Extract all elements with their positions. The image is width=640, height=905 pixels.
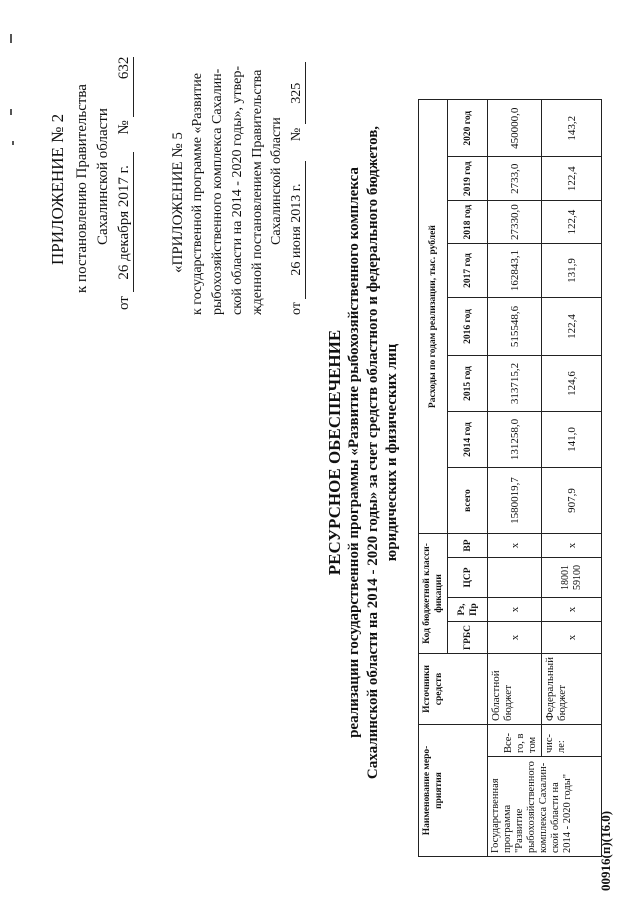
scan-mark: [10, 109, 12, 115]
header-row-1: [419, 100, 448, 857]
heading-line2: реализации государственной программы «Развитие рыбохозяйственного комплекса: [346, 167, 362, 738]
heading-line3: Сахалинской области на 2014 - 2020 годы» за счет средств областного и федерального бюджетов,: [365, 125, 381, 780]
appendix-no-label: №: [116, 120, 132, 135]
appendix-line1: к постановлению Правительства: [74, 84, 90, 293]
appendix5-line4: жденной постановлением Правительства: [250, 69, 265, 315]
year-value-cell: 131258,0: [488, 412, 542, 468]
csr-cell: [488, 558, 542, 598]
appendix5-from: от: [289, 302, 304, 315]
col-year-header: 2018 год: [448, 201, 488, 244]
col-total-header: всего: [448, 468, 488, 534]
year-value-cell: 162843,1: [488, 244, 542, 298]
appendix-from: от: [116, 296, 132, 310]
source-cell: Федеральный бюджет: [542, 653, 602, 724]
year-value-cell: 131,9: [542, 244, 602, 298]
year-value-cell: 141,0: [542, 412, 602, 468]
total-cell: 907,9: [542, 468, 602, 534]
appendix-date-line: [116, 40, 134, 310]
appendix5-line3: ской области на 2014 - 2020 годы», утвер-: [230, 65, 245, 315]
year-value-cell: 122,4: [542, 157, 602, 201]
col-year-header: 2016 год: [448, 298, 488, 356]
col-year-header: 2014 год: [448, 412, 488, 468]
appendix5-date-line: [289, 35, 306, 315]
appendix-title: ПРИЛОЖЕНИЕ № 2: [48, 113, 67, 265]
heading-line4: юридических и физических лиц: [384, 343, 400, 562]
program-name-cell: Государственная программа "Развитие рыбохозяйственного комплекса Сахалин-ской области на 2014 - 2020 годы": [488, 757, 602, 857]
appendix-number: 632: [116, 57, 134, 117]
source-cell: Областной бюджет: [488, 653, 542, 724]
scan-mark: [12, 141, 14, 145]
col-year-header: 2020 год: [448, 100, 488, 157]
vr-cell: х: [488, 534, 542, 558]
appendix5-line2: рыбохозяйственного комплекса Сахалин-: [210, 68, 225, 315]
col-year-header: 2015 год: [448, 356, 488, 412]
col-year-header: 2017 год: [448, 244, 488, 298]
rzpr-cell: х: [542, 598, 602, 622]
rzpr-cell: х: [488, 598, 542, 622]
group-label-top: Все-го, в том: [488, 725, 542, 757]
year-value-cell: 313715,2: [488, 356, 542, 412]
year-value-cell: 124,6: [542, 356, 602, 412]
year-value-cell: 27330,0: [488, 201, 542, 244]
appendix5-title: «ПРИЛОЖЕНИЕ № 5: [170, 132, 186, 273]
footer-code: 00916(п)(16.0): [598, 810, 613, 891]
scan-mark: [10, 34, 12, 43]
year-value-cell: 122,4: [542, 298, 602, 356]
heading-title: РЕСУРСНОЕ ОБЕСПЕЧЕНИЕ: [325, 329, 344, 576]
appendix5-line1: к государственной программе «Развитие: [190, 73, 205, 315]
appendix5-line5: Сахалинской области: [269, 117, 284, 245]
col-vr-header: ВР: [448, 534, 488, 558]
year-value-cell: 122,4: [542, 201, 602, 244]
col-rzpr-header: Рз, Пр: [448, 598, 488, 622]
col-csr-header: ЦСР: [448, 558, 488, 598]
appendix5-date: 26 июня 2013 г.: [289, 161, 306, 299]
col-expenses-header: Расходы по годам реализации, тыс. рублей: [419, 100, 448, 534]
appendix-date: 26 декабря 2017 г.: [116, 152, 134, 292]
year-value-cell: 450000,0: [488, 100, 542, 157]
table-row: [488, 100, 542, 857]
year-value-cell: 515548,6: [488, 298, 542, 356]
col-grbs-header: ГРБС: [448, 622, 488, 654]
col-source-header: Источники средств: [419, 653, 488, 724]
csr-cell: 18001 59100: [542, 558, 602, 598]
col-year-header: 2019 год: [448, 157, 488, 201]
group-label-bottom: чис-ле:: [542, 725, 602, 757]
appendix-line2: Сахалинской области: [95, 108, 111, 245]
grbs-cell: х: [542, 622, 602, 654]
table-row: [542, 100, 602, 857]
appendix5-number: 325: [289, 62, 306, 124]
col-name-header: Наименование меро-приятия: [419, 725, 488, 857]
resource-table: [418, 99, 602, 857]
col-code-header: Код бюджетной класси-фикации: [419, 534, 448, 654]
year-value-cell: 2733,0: [488, 157, 542, 201]
year-value-cell: 143,2: [542, 100, 602, 157]
total-cell: 1580019,7: [488, 468, 542, 534]
appendix5-no-label: №: [289, 127, 304, 142]
vr-cell: х: [542, 534, 602, 558]
grbs-cell: х: [488, 622, 542, 654]
